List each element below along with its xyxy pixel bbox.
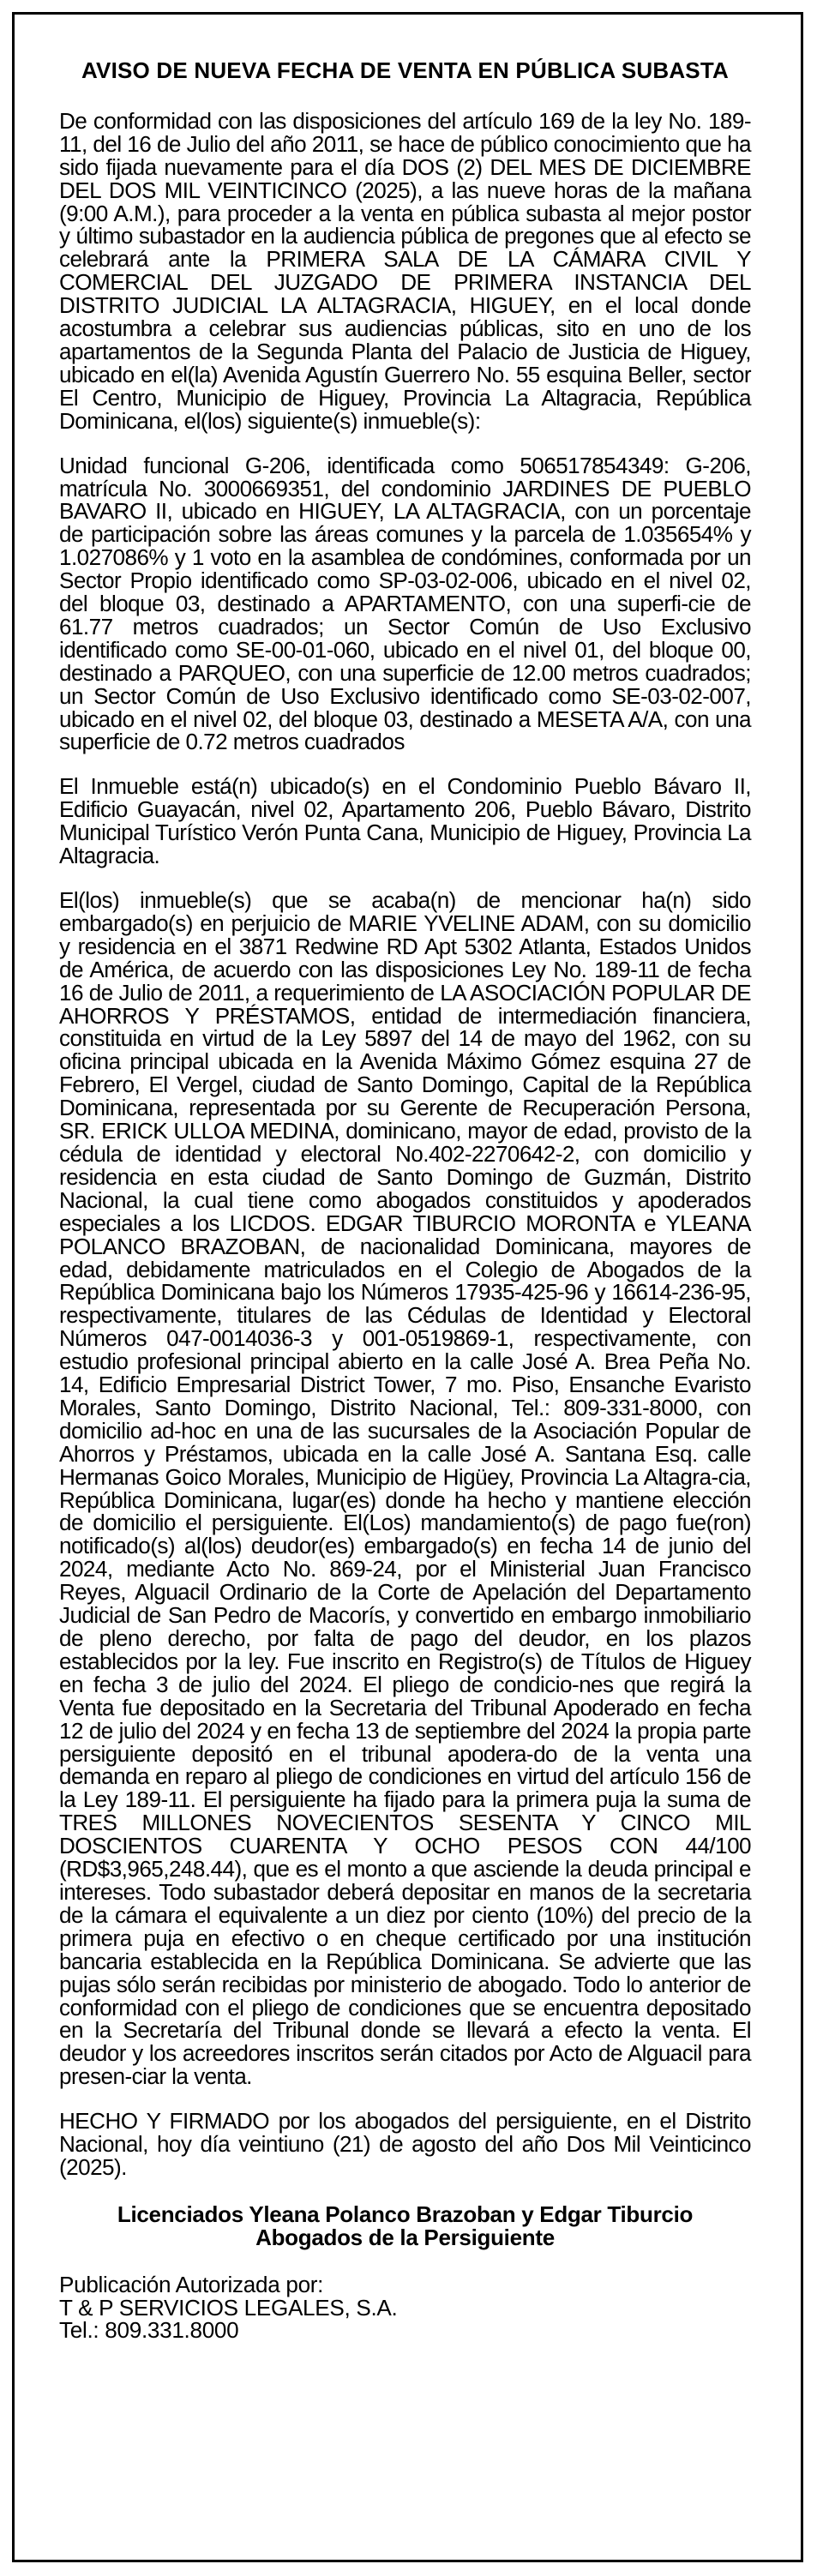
paragraph-property-description: Unidad funcional G-206, identificada como 506517854349: G-206, matrícula No. 3000669351, del condominio JARDINES DE PUEBLO BAVARO II, ubicado en HIGUEY, LA ALTAGRACIA, con un porcentaje de participación sobre las áreas comunes y la parcela de 1.035654% y 1.027086% y 1 voto en la asamblea de condómines, conformada por un Sector Propio identificado como SP-03-02-006, ubicado en el nivel 02, del bloque 03, destinado a APARTAMENTO, con una superfi-cie de 61.77 metros cuadrados; un Sector Común de Uso Exclusivo identificado como SE-00-01-060, ubicado en el nivel 01, del bloque 00, destinado a PARQUEO, con una superficie de 12.00 metros cuadrados; un Sector Común de Uso Exclusivo identificado como SE-03-02-007, ubicado en el nivel 02, del bloque 03, destinado a MESETA A/A, con una superficie de 0.72 metros cuadrados xyxy=(59,452,751,755)
paragraph-property-location: El Inmueble está(n) ubicado(s) en el Condominio Pueblo Bávaro II, Edificio Guayacán, nivel 02, Apartamento 206, Pueblo Bávaro, Distrito Municipal Turístico Verón Punta Cana, Municipio de Higuey, Provincia La Altagracia. xyxy=(59,773,751,869)
paragraph-seizure-details: El(los) inmueble(s) que se acaba(n) de mencionar ha(n) sido embargado(s) en perjuicio de MARIE YVELINE ADAM, con su domicilio y residencia en el 3871 Redwine RD Apt 5302 Atlanta, Estados Unidos de América, de acuerdo con las disposiciones Ley No. 189-11 de fecha 16 de Julio de 2011, a requerimiento de LA ASOCIACIÓN POPULAR DE AHORROS Y PRÉSTAMOS, entidad de intermediación financiera, constituida en virtud de la Ley 5897 del 14 de mayo del 1962, con su oficina principal ubicada en la Avenida Máximo Gómez esquina 27 de Febrero, El Vergel, ciudad de Santo Domingo, Capital de la República Dominicana, representada por su Gerente de Recuperación Persona, SR. ERICK ULLOA MEDINA, dominicano, mayor de edad, provisto de la cédula de identidad y electoral No.402-2270642-2, con domicilio y residencia en esta ciudad de Santo Domingo de Guzmán, Distrito Nacional, la cual tiene como abogados constituidos y apoderados especiales a los LICDOS. EDGAR TIBURCIO MORONTA e YLEANA POLANCO BRAZOBAN, de nacionalidad Dominicana, mayores de edad, debidamente matriculados en el Colegio de Abogados de la República Dominicana bajo los Números 17935-425-96 y 16614-236-95, respectivamente, titulares de las Cédulas de Identidad y Electoral Números 047-0014036-3 y 001-0519869-1, respectivamente, con estudio profesional principal abierto en la calle José A. Brea Peña No. 14, Edificio Empresarial District Tower, 7 mo. Piso, Ensanche Evaristo Morales, Santo Domingo, Distrito Nacional, Tel.: 809-331-8000, con domicilio ad-hoc en una de las sucursales de la Asociación Popular de Ahorros y Préstamos, ubicada en la calle José A. Santana Esq. calle Hermanas Goico Morales, Municipio de Higüey, Provincia La Altagra-cia, República Dominicana, lugar(es) donde ha hecho y mantiene elección de domicilio el persiguiente. El(Los) mandamiento(s) de pago fue(ron) notificado(s) al(los) deudor(es) embargado(s) en fecha 14 de junio del 2024, mediante Acto No. 869-24, por el Ministerial Juan Francisco Reyes, Alguacil Ordinario de la Corte de Apelación del Departamento Judicial de San Pedro de Macorís, y convertido en embargo inmobiliario de pleno derecho, por falta de pago del deudor, en los plazos establecidos por la ley. Fue inscrito en Registro(s) de Títulos de Higuey en fecha 3 de julio del 2024. El pliego de condicio-nes que regirá la Venta fue depositado en la Secretaria del Tribunal Apoderado en fecha 12 de julio del 2024 y en fecha 13 de septiembre del 2024 la propia parte persiguiente depositó en el tribunal apodera-do de la venta una demanda en reparo al pliego de condiciones en virtud del artículo 156 de la Ley 189-11. El persiguiente ha fijado para la primera puja la suma de TRES MILLONES NOVECIENTOS SESENTA Y CINCO MIL DOSCIENTOS CUARENTA Y OCHO PESOS CON 44/100 (RD$3,965,248.44), que es el monto a que asciende la deuda principal e intereses. Todo subastador deberá depositar en manos de la secretaria de la cámara el equivalente a un diez por ciento (10%) del precio de la primera puja en efectivo o en cheque certificado por una institución bancaria establecida en la República Dominicana. Se advierte que las pujas sólo serán recibidas por ministerio de abogado. Todo lo anterior de conformidad con el pliego de condiciones que se encuentra depositado en la Secretaría del Tribunal donde se llevará a efecto la venta. El deudor y los acreedores inscritos serán citados por Acto de Alguacil para presen-ciar la venta. xyxy=(59,887,751,2090)
footer-phone: Tel.: 809.331.8000 xyxy=(59,2317,239,2344)
legal-notice xyxy=(12,12,803,2562)
publication-footer xyxy=(59,2273,751,2343)
paragraph-signed-statement: HECHO Y FIRMADO por los abogados del persiguiente, en el Distrito Nacional, hoy día veintiuno (21) de agosto del año Dos Mil Veinticinco (2025). xyxy=(59,2108,751,2180)
signature-names: Licenciados Yleana Polanco Brazoban y Edgar Tiburcio xyxy=(117,2201,694,2227)
footer-company: T & P SERVICIOS LEGALES, S.A. xyxy=(59,2294,398,2321)
paragraph-announcement: De conformidad con las disposiciones del artículo 169 de la ley No. 189-11, del 16 de Julio del año 2011, se hace de público conocimiento que ha sido fijada nuevamente para el día DOS (2) DEL MES DE DICIEMBRE DEL DOS MIL VEINTICINCO (2025), a las nueve horas de la mañana (9:00 A.M.), para proceder a la venta en pública subasta al mejor postor y último subastador en la audiencia pública de pregones que al efecto se celebrará ante la PRIMERA SALA DE LA CÁMARA CIVIL Y COMERCIAL DEL JUZGADO DE PRIMERA INSTANCIA DEL DISTRITO JUDICIAL LA ALTAGRACIA, HIGUEY, en el local donde acostumbra a celebrar sus audiencias públicas, sito en uno de los apartamentos de la Segunda Planta del Palacio de Justicia de Higuey, ubicado en el(la) Avenida Agustín Guerrero No. 55 esquina Beller, sector El Centro, Municipio de Higuey, Provincia La Altagracia, República Dominicana, el(los) siguiente(s) inmueble(s): xyxy=(59,107,751,434)
signature-role: Abogados de la Persiguiente xyxy=(255,2224,555,2250)
footer-authorized-by: Publicación Autorizada por: xyxy=(59,2271,324,2297)
signature-block xyxy=(59,2203,751,2249)
notice-title: AVISO DE NUEVA FECHA DE VENTA EN PÚBLICA SUBASTA xyxy=(81,57,729,83)
